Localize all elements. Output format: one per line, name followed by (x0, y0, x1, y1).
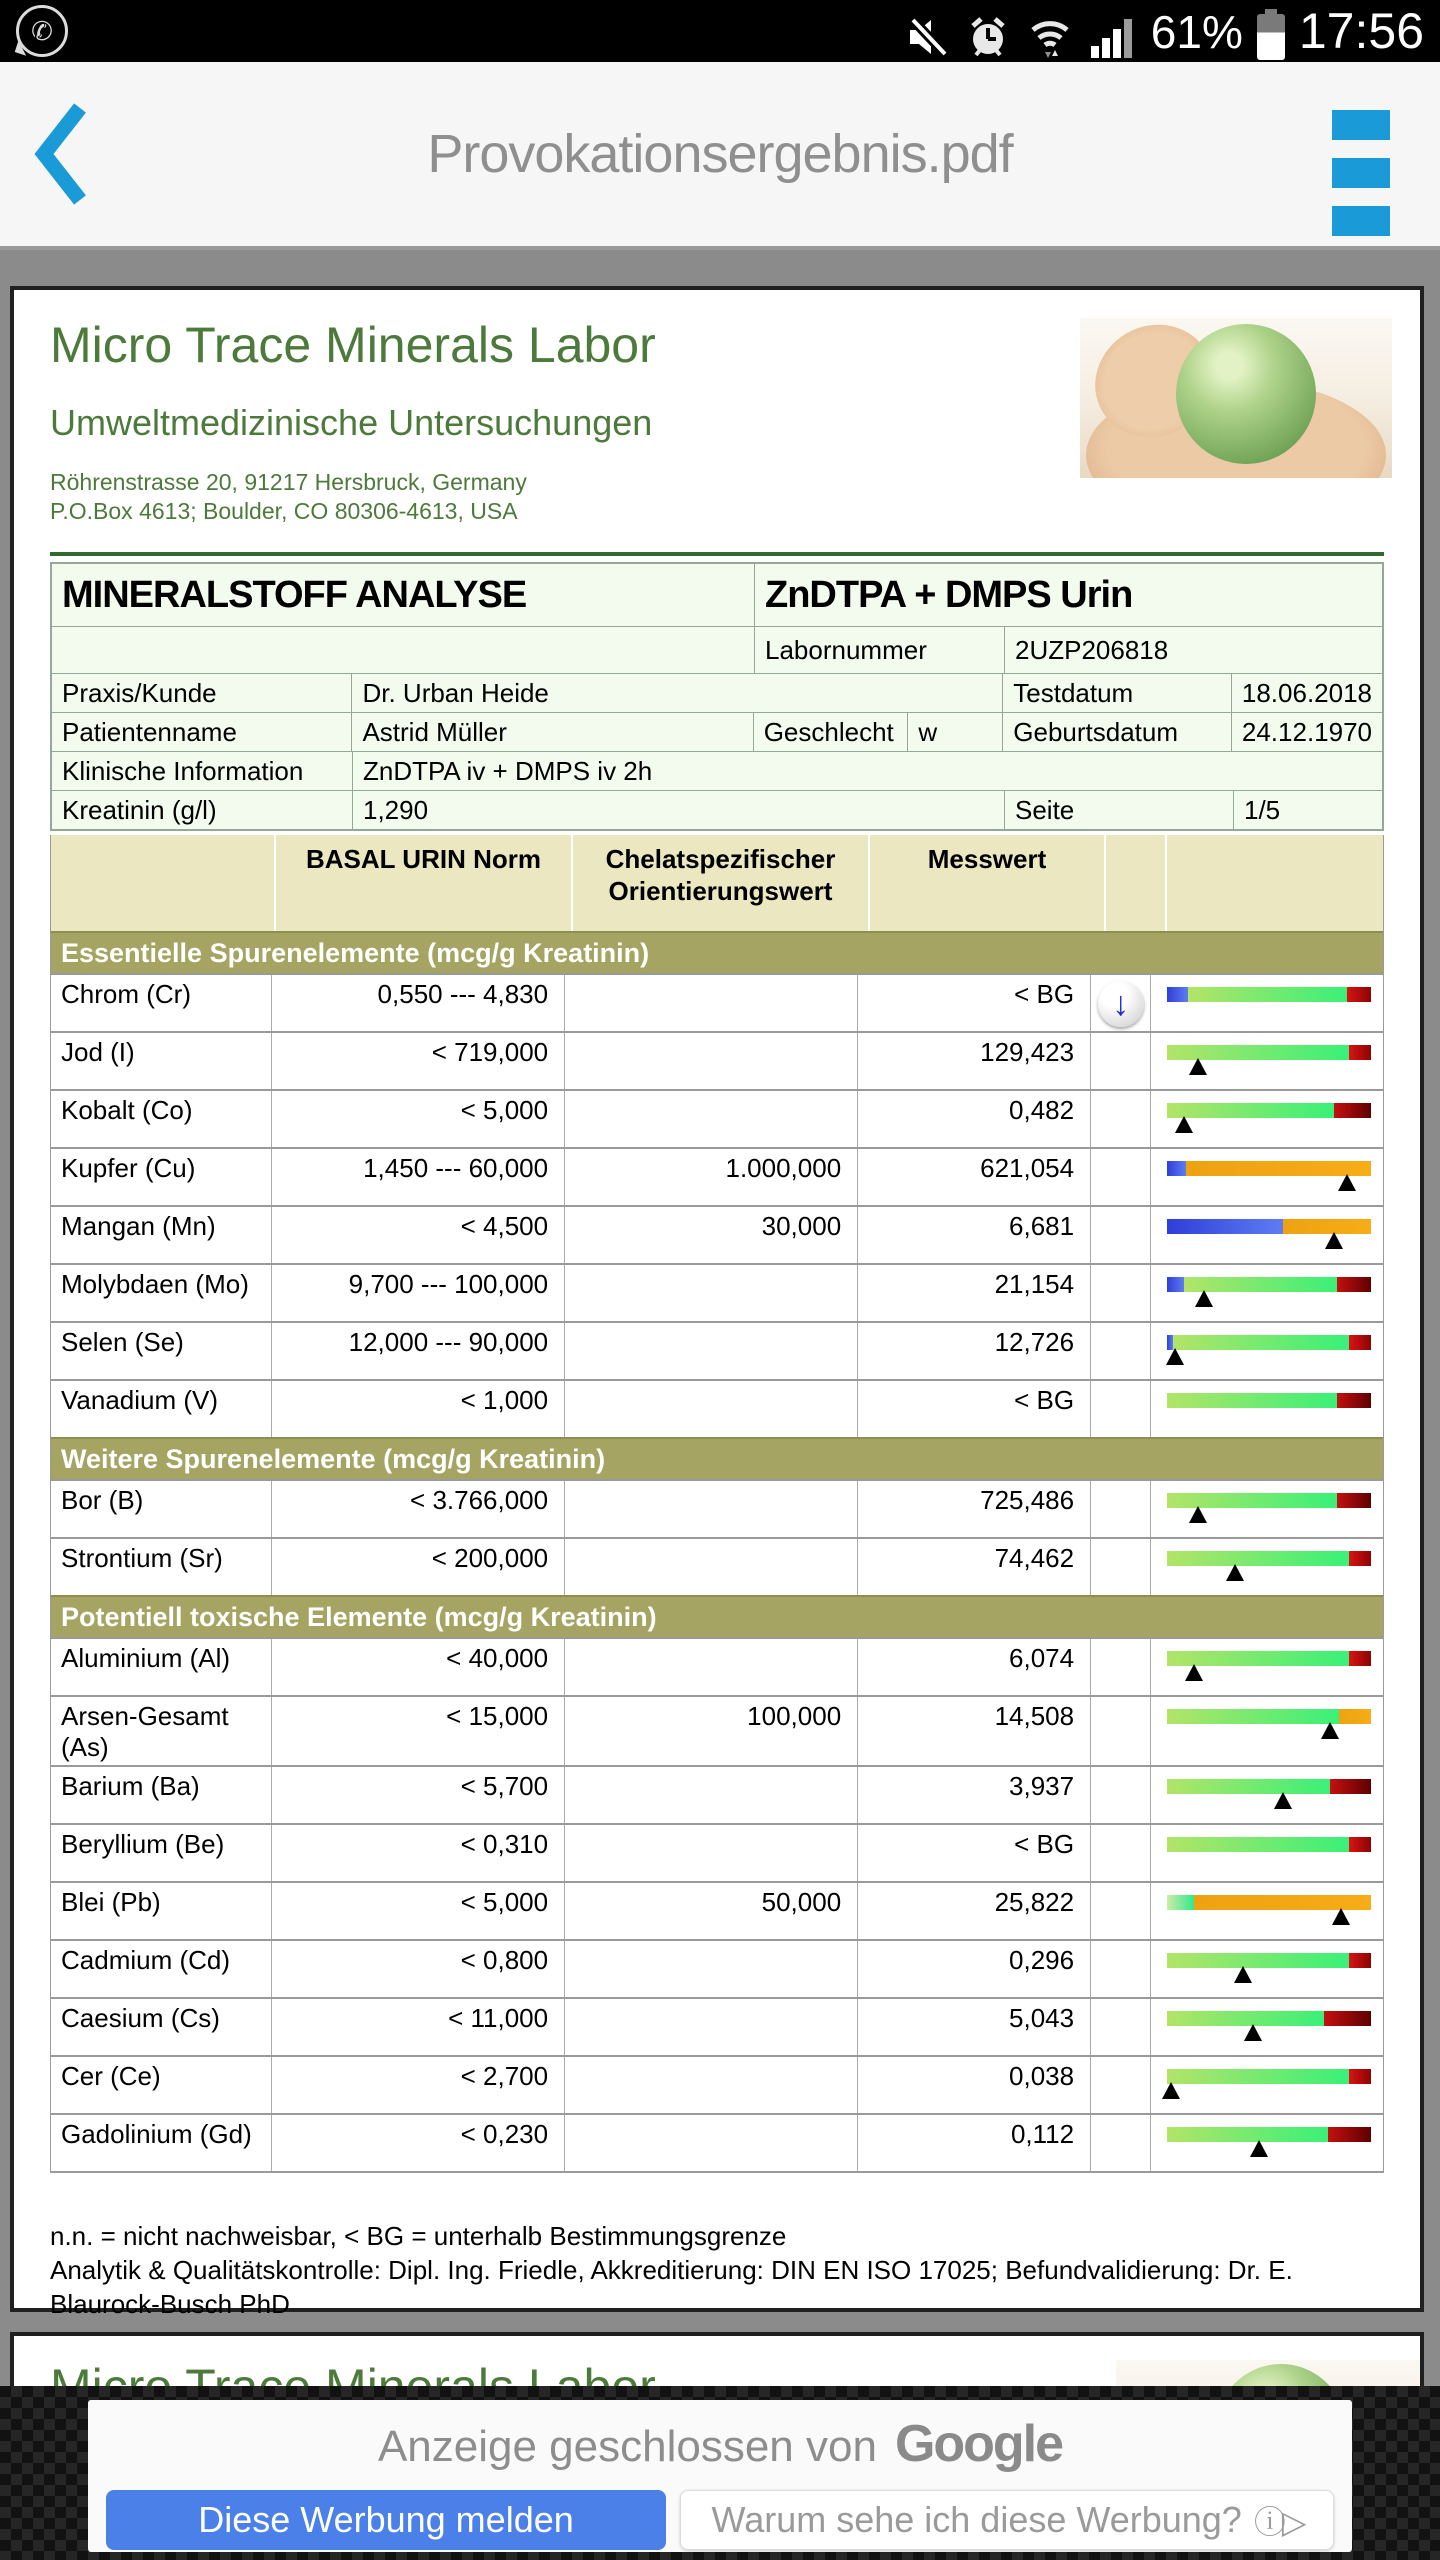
status-icons (905, 2, 1424, 60)
table-row (52, 673, 1382, 712)
range-bar-cell (1150, 1265, 1383, 1321)
range-bar-cell (1150, 1481, 1383, 1537)
flag-cell (1090, 1207, 1150, 1263)
analysis-type: ZnDTPA + DMPS Urin (754, 564, 1382, 626)
darkred-segment (1330, 1779, 1371, 1794)
norm-value: < 5,700 (271, 1767, 564, 1823)
bar-column-header (1165, 835, 1383, 931)
green-globe-shape (1176, 324, 1316, 464)
patient-value: Astrid Müller (351, 713, 752, 751)
norm-value: < 0,310 (271, 1825, 564, 1881)
element-name: Cadmium (Cd) (61, 1945, 231, 1975)
red-segment (1349, 1551, 1371, 1566)
chelat-value: 100,000 (564, 1697, 857, 1765)
results-body (51, 931, 1383, 2171)
result-row (51, 1089, 1383, 1147)
norm-value: < 5,000 (271, 1091, 564, 1147)
ad-message-text: Anzeige geschlossen von (377, 2422, 877, 2471)
element-name: Jod (I) (61, 1037, 135, 1067)
element-name: Aluminium (Al) (61, 1643, 231, 1673)
flag-cell (1090, 1323, 1150, 1379)
messwert-column-header: Messwert (868, 835, 1104, 931)
messwert-value: 129,423 (857, 1033, 1090, 1089)
element-column-header (51, 835, 274, 931)
range-bar-cell (1150, 1539, 1383, 1595)
reference-range-bar (1167, 1551, 1371, 1566)
table-row (52, 626, 1382, 673)
element-name: Beryllium (Be) (61, 1829, 225, 1859)
signal-icon (1089, 14, 1137, 60)
status-bar (0, 0, 1440, 62)
menu-bar (1332, 110, 1390, 140)
flag-cell (1090, 1149, 1150, 1205)
letterhead (50, 290, 1384, 546)
result-row (51, 1147, 1383, 1205)
messwert-value: 25,822 (857, 1883, 1090, 1939)
blue-segment (1167, 1219, 1283, 1234)
chelat-value (564, 2115, 857, 2171)
flag-cell (1090, 1999, 1150, 2055)
red-segment (1349, 2069, 1371, 2084)
ad-closed-dialog (88, 2400, 1352, 2552)
chelat-value (564, 1941, 857, 1997)
green-segment (1167, 2069, 1349, 2084)
testdatum-label: Testdatum (1002, 674, 1231, 712)
reference-range-bar (1167, 1393, 1371, 1408)
table-row (52, 751, 1382, 790)
orange-segment (1339, 1709, 1372, 1724)
blue-segment (1167, 987, 1187, 1002)
messwert-value: 621,054 (857, 1149, 1090, 1205)
result-row (51, 1695, 1383, 1765)
result-row (51, 1637, 1383, 1695)
chelat-column-header: Chelatspezifischer Orientierungswert (571, 835, 868, 931)
kreatinin-label: Kreatinin (g/l) (62, 794, 217, 825)
chelat-value (564, 2057, 857, 2113)
address-line-1: Röhrenstrasse 20, 91217 Hersbruck, Germany (50, 469, 527, 495)
geburtsdatum-value: 24.12.1970 (1231, 713, 1382, 751)
section-header: Essentielle Spurenelemente (mcg/g Kreatinin) (51, 931, 1383, 973)
chelat-value: 30,000 (564, 1207, 857, 1263)
darkred-segment (1328, 2127, 1371, 2142)
ad-closed-message (88, 2414, 1352, 2474)
result-row (51, 1537, 1383, 1595)
norm-value: < 0,800 (271, 1941, 564, 1997)
norm-value: < 719,000 (271, 1033, 564, 1089)
reference-range-bar (1167, 1161, 1371, 1176)
reference-range-bar (1167, 1651, 1371, 1666)
value-marker (1189, 1058, 1207, 1075)
range-bar-cell (1150, 1767, 1383, 1823)
why-this-ad-button[interactable] (680, 2490, 1334, 2550)
value-marker (1250, 2140, 1268, 2157)
range-bar-cell (1150, 1639, 1383, 1695)
reference-range-bar (1167, 1709, 1371, 1724)
red-segment (1349, 1837, 1371, 1852)
result-row (51, 2055, 1383, 2113)
reference-range-bar (1167, 1953, 1371, 1968)
result-row (51, 2113, 1383, 2171)
results-header-row (51, 835, 1383, 931)
result-row (51, 1379, 1383, 1437)
reference-range-bar (1167, 2127, 1371, 2142)
element-name: Molybdaen (Mo) (61, 1269, 249, 1299)
geburtsdatum-label: Geburtsdatum (1002, 713, 1231, 751)
value-marker (1332, 1908, 1350, 1925)
klinische-value: ZnDTPA iv + DMPS iv 2h (352, 752, 1382, 790)
value-marker (1244, 2024, 1262, 2041)
analysis-title: MINERALSTOFF ANALYSE (62, 573, 527, 616)
empty-cell (52, 627, 754, 673)
green-segment (1167, 1953, 1349, 1968)
range-bar-cell (1150, 1697, 1383, 1765)
result-row (51, 1263, 1383, 1321)
flag-cell (1090, 2057, 1150, 2113)
red-segment (1349, 1045, 1371, 1060)
norm-value: 9,700 --- 100,000 (271, 1265, 564, 1321)
red-segment (1349, 1335, 1371, 1350)
chelat-value (564, 1323, 857, 1379)
messwert-value: 14,508 (857, 1697, 1090, 1765)
blue-segment (1167, 1277, 1183, 1292)
flag-column-header (1104, 835, 1165, 931)
norm-value: < 1,000 (271, 1381, 564, 1437)
reference-range-bar (1167, 2069, 1371, 2084)
messwert-value: 6,681 (857, 1207, 1090, 1263)
green-segment (1167, 1837, 1349, 1852)
blue-segment (1167, 1161, 1185, 1176)
element-name: Mangan (Mn) (61, 1211, 216, 1241)
labornummer-label: Labornummer (754, 627, 1004, 673)
chelat-value (564, 975, 857, 1031)
range-bar-cell (1150, 1323, 1383, 1379)
chelat-value (564, 1481, 857, 1537)
address-line-2: P.O.Box 4613; Boulder, CO 80306-4613, USA (50, 498, 518, 524)
green-segment (1167, 1779, 1330, 1794)
messwert-value: < BG (857, 1381, 1090, 1437)
element-name: Kupfer (Cu) (61, 1153, 196, 1183)
chelat-value: 1.000,000 (564, 1149, 857, 1205)
phone-glyph: ✆ (31, 15, 53, 46)
darkred-segment (1334, 1103, 1371, 1118)
report-ad-button[interactable]: Diese Werbung melden (106, 2490, 666, 2550)
blue-down-arrow-icon: ↓ (1098, 981, 1144, 1027)
google-logo: Google (894, 2415, 1063, 2473)
result-row (51, 973, 1383, 1031)
adchoices-icon[interactable]: ⓘ▷ (1253, 2504, 1303, 2540)
element-name: Blei (Pb) (61, 1887, 161, 1917)
battery-icon (1257, 14, 1285, 60)
result-row (51, 1031, 1383, 1089)
globe-in-hands-image (1080, 318, 1392, 478)
reference-range-bar (1167, 1219, 1371, 1234)
red-segment (1349, 1953, 1371, 1968)
value-marker (1321, 1722, 1339, 1739)
messwert-value: 3,937 (857, 1767, 1090, 1823)
element-name: Strontium (Sr) (61, 1543, 223, 1573)
range-bar-cell (1150, 1999, 1383, 2055)
flag-cell (1090, 1767, 1150, 1823)
range-bar-cell (1150, 1825, 1383, 1881)
wifi-icon (1025, 14, 1075, 60)
norm-column-header: BASAL URIN Norm (274, 835, 571, 931)
reference-range-bar (1167, 1277, 1371, 1292)
result-row (51, 1765, 1383, 1823)
value-marker (1189, 1506, 1207, 1523)
seite-label: Seite (1004, 791, 1233, 829)
reference-range-bar (1167, 1493, 1371, 1508)
darkred-segment (1337, 1277, 1372, 1292)
norm-value: < 40,000 (271, 1639, 564, 1695)
flag-cell (1090, 1091, 1150, 1147)
red-segment (1349, 1651, 1371, 1666)
table-row (52, 712, 1382, 751)
range-bar-cell (1150, 1207, 1383, 1263)
footnote-line-1: n.n. = nicht nachweisbar, < BG = unterhalb Bestimmungsgrenze (50, 2221, 787, 2251)
norm-value: < 2,700 (271, 2057, 564, 2113)
messwert-value: 0,112 (857, 2115, 1090, 2171)
whatsapp-notification-icon (16, 5, 68, 57)
result-row (51, 1939, 1383, 1997)
element-name: Bor (B) (61, 1485, 144, 1515)
messwert-value: 12,726 (857, 1323, 1090, 1379)
chelat-value (564, 1539, 857, 1595)
geschlecht-label: Geschlecht (753, 713, 908, 751)
element-name: Kobalt (Co) (61, 1095, 193, 1125)
range-bar-cell (1150, 1381, 1383, 1437)
chelat-value (564, 1767, 857, 1823)
result-row (51, 1321, 1383, 1379)
element-name: Gadolinium (Gd) (61, 2119, 252, 2149)
table-row (52, 790, 1382, 829)
range-bar-cell (1150, 1149, 1383, 1205)
flag-cell (1090, 1381, 1150, 1437)
element-name: Vanadium (V) (61, 1385, 219, 1415)
norm-value: < 0,230 (271, 2115, 564, 2171)
messwert-value: < BG (857, 1825, 1090, 1881)
value-marker (1338, 1174, 1356, 1191)
value-marker (1195, 1290, 1213, 1307)
darkred-segment (1324, 2011, 1371, 2026)
element-name: Arsen-Gesamt (As) (61, 1701, 229, 1762)
footnote-line-2: Analytik & Qualitätskontrolle: Dipl. Ing. Friedle, Akkreditierung: DIN EN ISO 17025; Befundvalidierung: Dr. E. Blaurock-Busch PhD (50, 2255, 1293, 2319)
menu-bar (1332, 158, 1390, 188)
norm-value: < 200,000 (271, 1539, 564, 1595)
norm-value: < 4,500 (271, 1207, 564, 1263)
value-marker (1234, 1966, 1252, 1983)
norm-value: 0,550 --- 4,830 (271, 975, 564, 1031)
range-bar-cell (1150, 1883, 1383, 1939)
norm-value: < 15,000 (271, 1697, 564, 1765)
range-bar-cell (1150, 2057, 1383, 2113)
messwert-value: 725,486 (857, 1481, 1090, 1537)
range-bar-cell (1150, 1091, 1383, 1147)
lab-subtitle: Umweltmedizinische Untersuchungen (50, 402, 653, 443)
value-marker (1274, 1792, 1292, 1809)
reference-range-bar (1167, 1335, 1371, 1350)
darkred-segment (1337, 1493, 1372, 1508)
norm-value: 1,450 --- 60,000 (271, 1149, 564, 1205)
reference-range-bar (1167, 1045, 1371, 1060)
flag-cell (1090, 1825, 1150, 1881)
geschlecht-value: w (907, 713, 1002, 751)
labornummer-value: 2UZP206818 (1004, 627, 1382, 673)
why-this-ad-label: Warum sehe ich diese Werbung? (711, 2499, 1242, 2540)
flag-cell (1090, 2115, 1150, 2171)
range-bar-cell (1150, 1033, 1383, 1089)
reference-range-bar (1167, 1895, 1371, 1910)
menu-bar (1332, 206, 1390, 236)
flag-cell (1090, 1697, 1150, 1765)
reference-range-bar (1167, 987, 1371, 1002)
pdf-scroll-area[interactable] (0, 254, 1440, 2560)
klinische-label: Klinische Information (62, 755, 304, 786)
chelat-value (564, 1825, 857, 1881)
element-name: Caesium (Cs) (61, 2003, 220, 2033)
red-segment (1347, 987, 1371, 1002)
value-marker (1226, 1564, 1244, 1581)
praxis-value: Dr. Urban Heide (351, 674, 1002, 712)
mute-icon (905, 14, 951, 60)
green-segment (1173, 1335, 1348, 1350)
element-name: Cer (Ce) (61, 2061, 161, 2091)
lab-name: Micro Trace Minerals Labor (50, 317, 656, 373)
value-marker (1325, 1232, 1343, 1249)
value-marker (1162, 2082, 1180, 2099)
messwert-value: 5,043 (857, 1999, 1090, 2055)
patient-label: Patientenname (62, 716, 237, 747)
messwert-value: 0,038 (857, 2057, 1090, 2113)
element-name: Chrom (Cr) (61, 979, 191, 1009)
kreatinin-value: 1,290 (352, 791, 1004, 829)
messwert-value: 0,482 (857, 1091, 1090, 1147)
darkred-segment (1337, 1393, 1372, 1408)
norm-value: < 5,000 (271, 1883, 564, 1939)
messwert-value: < BG (857, 975, 1090, 1031)
seite-value: 1/5 (1233, 791, 1382, 829)
chelat-value (564, 1381, 857, 1437)
section-header: Weitere Spurenelemente (mcg/g Kreatinin) (51, 1437, 1383, 1479)
report-footnotes (50, 2219, 1384, 2321)
clock: 17:56 (1298, 3, 1424, 59)
flag-cell (1090, 1033, 1150, 1089)
document-title: Provokationsergebnis.pdf (427, 124, 1013, 184)
testdatum-value: 18.06.2018 (1231, 674, 1382, 712)
result-row (51, 1881, 1383, 1939)
ad-button-row (106, 2490, 1334, 2550)
results-table (50, 835, 1384, 2173)
green-segment (1167, 1393, 1336, 1408)
letterhead-divider (50, 552, 1384, 556)
messwert-value: 6,074 (857, 1639, 1090, 1695)
notification-area (16, 5, 68, 57)
reference-range-bar (1167, 1837, 1371, 1852)
table-row (52, 564, 1382, 626)
pdf-viewer-toolbar (0, 62, 1440, 250)
reference-range-bar (1167, 2011, 1371, 2026)
alarm-icon (965, 14, 1011, 60)
flag-cell (1090, 1883, 1150, 1939)
reference-range-bar (1167, 1779, 1371, 1794)
chelat-value (564, 1091, 857, 1147)
greenfade-segment (1167, 1895, 1194, 1910)
norm-value: < 3.766,000 (271, 1481, 564, 1537)
norm-value: < 11,000 (271, 1999, 564, 2055)
flag-cell (1090, 975, 1150, 1031)
range-bar-cell (1150, 975, 1383, 1031)
result-row (51, 1997, 1383, 2055)
flag-cell (1090, 1539, 1150, 1595)
pdf-page-1 (10, 286, 1424, 2319)
value-marker (1166, 1348, 1184, 1365)
flag-cell (1090, 1639, 1150, 1695)
element-name: Barium (Ba) (61, 1771, 200, 1801)
result-row (51, 1205, 1383, 1263)
chelat-value (564, 1265, 857, 1321)
chelat-value (564, 1639, 857, 1695)
range-bar-cell (1150, 2115, 1383, 2171)
back-button[interactable] (30, 102, 90, 206)
green-segment (1188, 987, 1347, 1002)
flag-cell (1090, 1941, 1150, 1997)
value-marker (1185, 1664, 1203, 1681)
element-name: Selen (Se) (61, 1327, 184, 1357)
flag-cell (1090, 1481, 1150, 1537)
praxis-label: Praxis/Kunde (62, 677, 217, 708)
green-segment (1167, 1551, 1349, 1566)
result-row (51, 1823, 1383, 1881)
section-header: Potentiell toxische Elemente (mcg/g Kreatinin) (51, 1595, 1383, 1637)
battery-percent: 61% (1150, 6, 1243, 58)
patient-info-table (50, 562, 1384, 831)
flag-cell (1090, 1265, 1150, 1321)
messwert-value: 0,296 (857, 1941, 1090, 1997)
range-bar-cell (1150, 1941, 1383, 1997)
norm-value: 12,000 --- 90,000 (271, 1323, 564, 1379)
menu-button[interactable] (1332, 110, 1390, 236)
messwert-value: 21,154 (857, 1265, 1090, 1321)
green-segment (1167, 1709, 1338, 1724)
chelat-value: 50,000 (564, 1883, 857, 1939)
chelat-value (564, 1999, 857, 2055)
reference-range-bar (1167, 1103, 1371, 1118)
value-marker (1175, 1116, 1193, 1133)
green-segment (1167, 2127, 1328, 2142)
ad-overlay (0, 2386, 1440, 2560)
result-row (51, 1479, 1383, 1537)
messwert-value: 74,462 (857, 1539, 1090, 1595)
chelat-value (564, 1033, 857, 1089)
